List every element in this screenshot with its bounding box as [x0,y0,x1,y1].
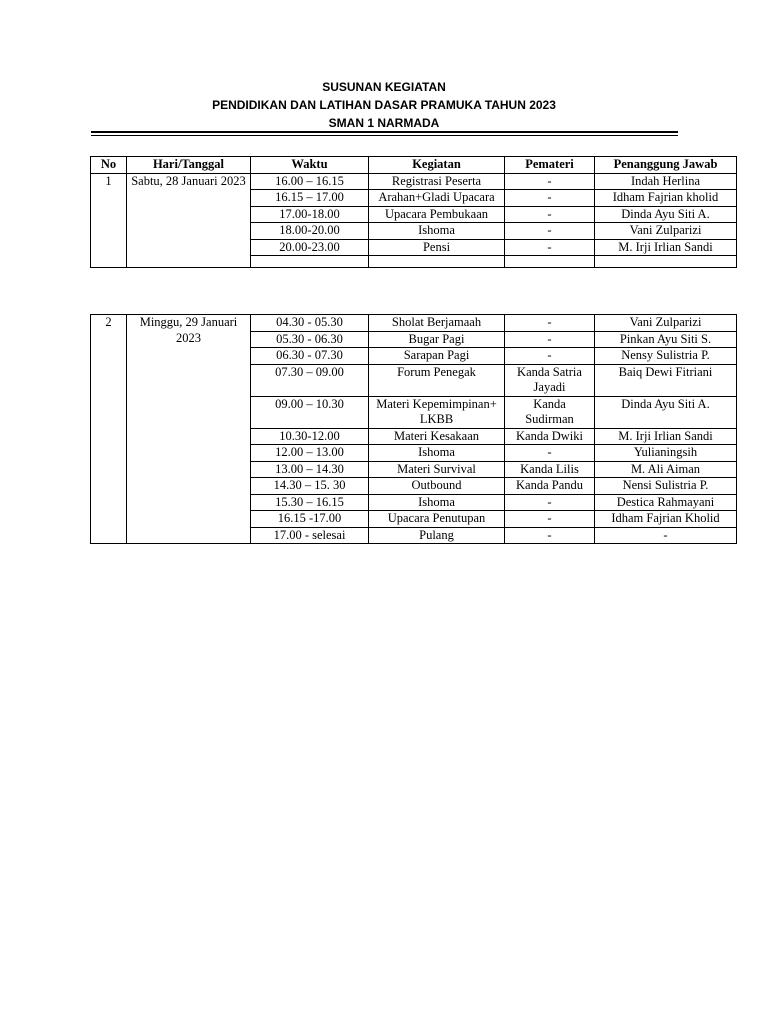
day-date: Sabtu, 28 Januari 2023 [127,173,251,268]
waktu-cell: 09.00 – 10.30 [251,396,369,428]
pj-cell: Idham Fajrian Kholid [595,511,737,528]
table-header-row [91,157,737,174]
schedule-table-day2 [90,314,737,544]
pemateri-cell: Kanda Sudirman [505,396,595,428]
kegiatan-cell: Materi Survival [369,461,505,478]
kegiatan-cell: Sholat Berjamaah [369,315,505,332]
col-header-hari: Hari/Tanggal [127,157,251,174]
kegiatan-cell: Sarapan Pagi [369,348,505,365]
waktu-cell: 17.00-18.00 [251,206,369,223]
col-header-no: No [91,157,127,174]
waktu-cell: 17.00 - selesai [251,527,369,544]
kegiatan-cell: Outbound [369,478,505,495]
pj-cell: - [595,527,737,544]
pj-cell: Nensy Sulistria P. [595,348,737,365]
pemateri-cell: - [505,190,595,207]
waktu-cell: 10.30-12.00 [251,428,369,445]
empty-cell [505,256,595,268]
kegiatan-cell: Ishoma [369,223,505,240]
table-row [91,315,737,332]
col-header-pemateri: Pemateri [505,157,595,174]
waktu-cell: 07.30 – 09.00 [251,364,369,396]
day-date: Minggu, 29 Januari 2023 [127,315,251,544]
pj-cell: Nensi Sulistria P. [595,478,737,495]
kegiatan-cell: Materi Kepemimpinan+ LKBB [369,396,505,428]
kegiatan-cell: Upacara Pembukaan [369,206,505,223]
pemateri-cell: - [505,315,595,332]
pj-cell: Yulianingsih [595,445,737,462]
waktu-cell: 18.00-20.00 [251,223,369,240]
waktu-cell: 06.30 - 07.30 [251,348,369,365]
kegiatan-cell: Forum Penegak [369,364,505,396]
pj-cell: Vani Zulparizi [595,315,737,332]
pj-cell: Idham Fajrian kholid [595,190,737,207]
waktu-cell: 20.00-23.00 [251,239,369,256]
kegiatan-cell: Bugar Pagi [369,331,505,348]
document-header [0,78,768,132]
pemateri-cell: - [505,239,595,256]
day-number: 2 [91,315,127,544]
pj-cell: Dinda Ayu Siti A. [595,396,737,428]
waktu-cell: 13.00 – 14.30 [251,461,369,478]
waktu-cell: 16.15 – 17.00 [251,190,369,207]
pemateri-cell: - [505,511,595,528]
kegiatan-cell: Pulang [369,527,505,544]
day-number: 1 [91,173,127,268]
waktu-cell: 15.30 – 16.15 [251,494,369,511]
pj-cell: Indah Herlina [595,173,737,190]
empty-cell [595,256,737,268]
kegiatan-cell: Materi Kesakaan [369,428,505,445]
pemateri-cell: Kanda Dwiki [505,428,595,445]
pemateri-cell: - [505,348,595,365]
header-rule-thick [91,131,678,133]
pemateri-cell: - [505,445,595,462]
pj-cell: Pinkan Ayu Siti S. [595,331,737,348]
col-header-waktu: Waktu [251,157,369,174]
waktu-cell: 05.30 - 06.30 [251,331,369,348]
pemateri-cell: - [505,331,595,348]
kegiatan-cell: Ishoma [369,494,505,511]
pj-cell: Vani Zulparizi [595,223,737,240]
kegiatan-cell: Pensi [369,239,505,256]
pemateri-cell: Kanda Pandu [505,478,595,495]
pj-cell: Dinda Ayu Siti A. [595,206,737,223]
pj-cell: Destica Rahmayani [595,494,737,511]
pemateri-cell: - [505,527,595,544]
pemateri-cell: - [505,223,595,240]
header-subtitle: PENDIDIKAN DAN LATIHAN DASAR PRAMUKA TAHUN 2023 [212,98,556,112]
waktu-cell: 14.30 – 15. 30 [251,478,369,495]
pj-cell: M. Ali Aiman [595,461,737,478]
table-row [91,173,737,190]
pemateri-cell: - [505,206,595,223]
waktu-cell: 04.30 - 05.30 [251,315,369,332]
pj-cell: Baiq Dewi Fitriani [595,364,737,396]
kegiatan-cell: Upacara Penutupan [369,511,505,528]
waktu-cell: 16.00 – 16.15 [251,173,369,190]
kegiatan-cell: Arahan+Gladi Upacara [369,190,505,207]
header-school: SMAN 1 NARMADA [328,116,440,130]
header-title: SUSUNAN KEGIATAN [322,80,446,94]
pemateri-cell: Kanda Lilis [505,461,595,478]
waktu-cell: 16.15 -17.00 [251,511,369,528]
pj-cell: M. Irji Irlian Sandi [595,239,737,256]
col-header-kegiatan: Kegiatan [369,157,505,174]
pemateri-cell: - [505,173,595,190]
kegiatan-cell: Ishoma [369,445,505,462]
kegiatan-cell: Registrasi Peserta [369,173,505,190]
waktu-cell: 12.00 – 13.00 [251,445,369,462]
header-rule-thin [91,135,678,136]
col-header-pj: Penanggung Jawab [595,157,737,174]
schedule-table-day1 [90,156,737,268]
pemateri-cell: - [505,494,595,511]
pemateri-cell: Kanda Satria Jayadi [505,364,595,396]
pj-cell: M. Irji Irlian Sandi [595,428,737,445]
empty-cell [251,256,369,268]
empty-cell [369,256,505,268]
